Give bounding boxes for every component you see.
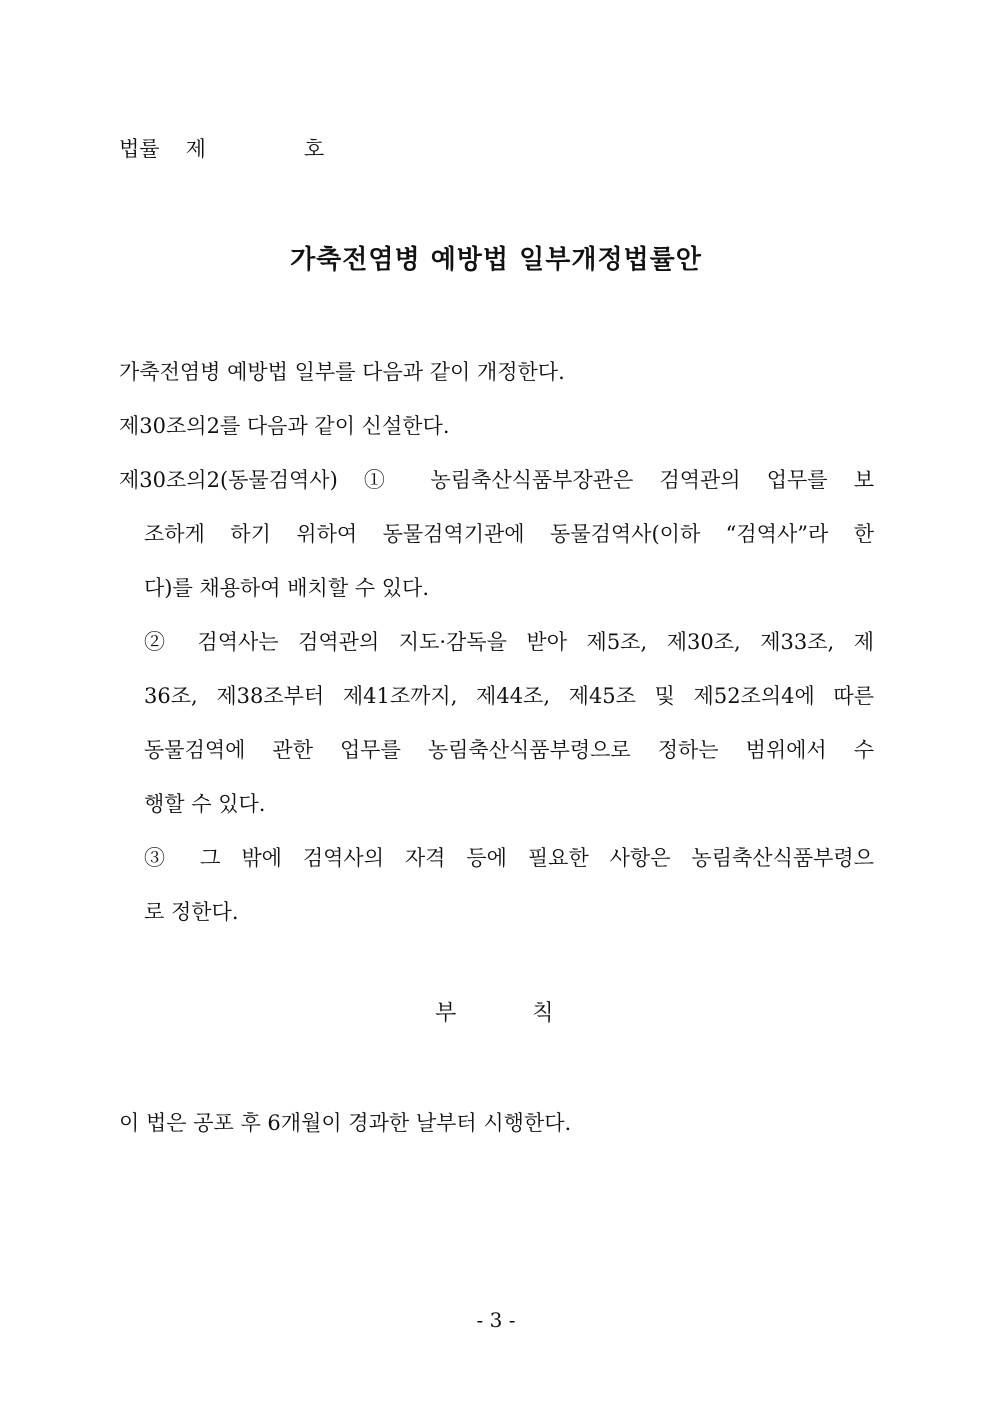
clause-2-line-1: ② 검역사는 검역관의 지도·감독을 받아 제5조, 제30조, 제33조, 제 [144,630,874,654]
article-line-1: 제30조의2(동물검역사) ① 농림축산식품부장관은 검역관의 업무를 보 [119,468,874,492]
page-number: - 3 - [476,1308,516,1332]
article-line-2: 조하게 하기 위하여 동물검역기관에 동물검역사(이하 “검역사”라 한 [144,522,874,546]
new-article-paragraph: 제30조의2를 다음과 같이 신설한다. [119,414,450,438]
law-label-word: 법률 [119,137,160,161]
addendum-heading-bu: 부 [435,1001,457,1026]
intro-paragraph: 가축전염병 예방법 일부를 다음과 같이 개정한다. [119,360,565,384]
clause-2-line-2: 36조, 제38조부터 제41조까지, 제44조, 제45조 및 제52조의4에 따른 [144,684,874,708]
law-number-label [119,134,324,164]
bill-title: 가축전염병 예방법 일부개정법률안 [290,245,702,275]
addendum-heading [435,999,554,1029]
addendum-heading-chik: 칙 [532,1001,554,1026]
clause-2-line-4: 행할 수 있다. [144,792,266,816]
clause-2-line-3: 동물검역에 관한 업무를 농림축산식품부령으로 정하는 범위에서 수 [144,738,874,762]
law-label-ho: 호 [303,137,325,161]
addendum-text: 이 법은 공포 후 6개월이 경과한 날부터 시행한다. [119,1111,572,1135]
law-label-je: 제 [185,137,206,161]
clause-3-line-2: 로 정한다. [144,900,239,924]
article-line-3: 다)를 채용하여 배치할 수 있다. [144,576,430,600]
clause-3-line-1: ③ 그 밖에 검역사의 자격 등에 필요한 사항은 농림축산식품부령으 [144,846,874,870]
